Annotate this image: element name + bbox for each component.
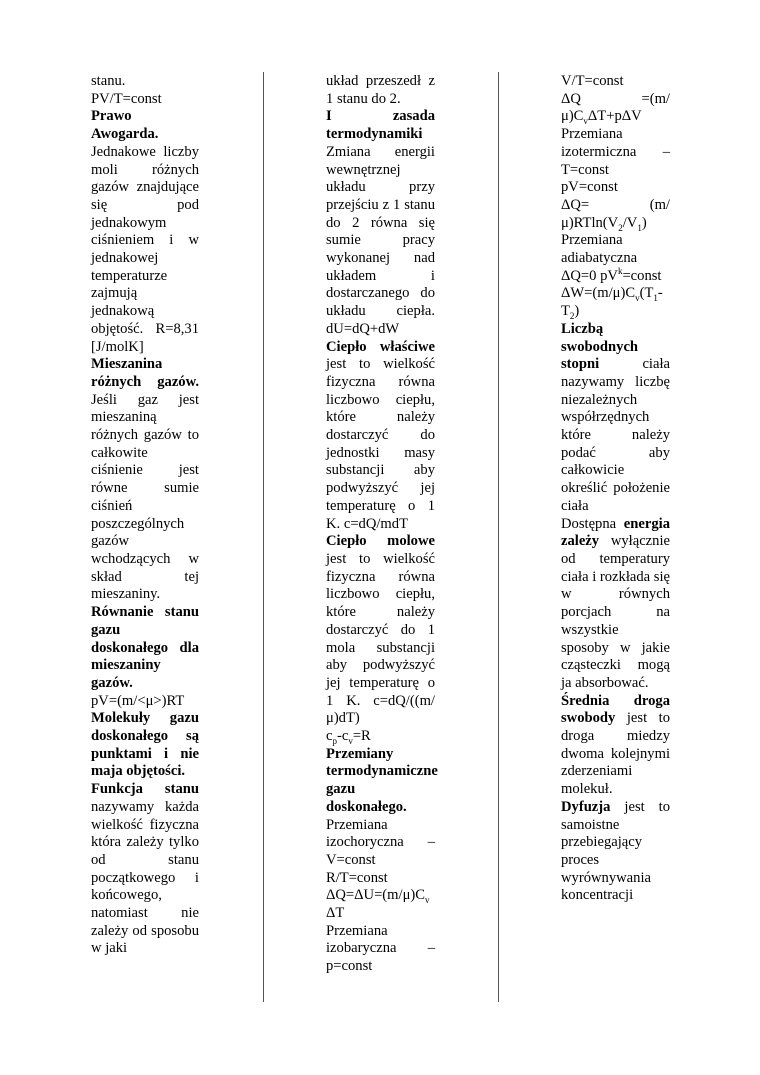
text-run: nazywamy każda wielkość fizyczna która zależy tylko od stanu początkowego i końcowego, natomiast nie zależy od sposobu w jaki xyxy=(91,798,199,957)
bold-term: Ciepło właściwe xyxy=(326,338,435,355)
bold-term: Molekuły gazu doskonałego są punktami i nie maja objętości. xyxy=(91,710,199,780)
subscript: 1 xyxy=(637,222,642,233)
text-run: Dostępna xyxy=(561,515,624,532)
paragraph xyxy=(91,781,199,958)
text-run: Przemiana izochoryczna – V=const xyxy=(326,816,435,868)
bold-term: Prawo Awogarda. xyxy=(91,108,159,143)
text-run: ΔQ=0 pV xyxy=(561,267,618,284)
paragraph xyxy=(561,516,670,693)
paragraph xyxy=(561,265,670,286)
bold-term: Ciepło molowe xyxy=(326,533,435,550)
column-divider xyxy=(263,72,264,1002)
bold-term: Średnia droga swobody xyxy=(561,692,670,727)
text-column-1 xyxy=(91,73,199,958)
superscript: k xyxy=(617,265,623,276)
text-run: ΔT+pΔV xyxy=(587,108,642,125)
paragraph xyxy=(561,91,670,126)
text-run: Przemiana izotermiczna – T=const xyxy=(561,126,670,178)
text-run: ) xyxy=(641,214,647,231)
paragraph xyxy=(326,144,435,339)
text-run: =const xyxy=(622,267,662,284)
bold-term: Dyfuzja xyxy=(561,798,611,815)
text-run: jest to wielkość fizyczna równa liczbowo ciepłu, które należy dostarczyć do jednostki masy substancji aby podwyższyć jej temperaturę o 1 K. c=dQ/mdT xyxy=(326,356,435,532)
paragraph xyxy=(326,923,435,976)
paragraph xyxy=(561,285,670,320)
text-run: (T xyxy=(639,285,654,302)
text-run: /V xyxy=(622,214,638,231)
paragraph xyxy=(561,321,670,516)
text-run: ΔQ=ΔU=(m/μ)C xyxy=(326,887,425,904)
text-run: ΔW=(m/μ)C xyxy=(561,285,636,302)
text-run: stanu. xyxy=(91,73,126,89)
paragraph xyxy=(91,356,199,604)
text-column-2 xyxy=(326,73,438,976)
text-run: układ przeszedł z 1 stanu do 2. xyxy=(326,73,435,107)
paragraph xyxy=(326,887,435,922)
text-run: Jeśli gaz jest mieszaniną różnych gazów to całkowite ciśnienie jest równe sumie ciśnień poszczególnych gazów wchodzących w skład tej mieszaniny. xyxy=(91,391,199,603)
text-run: V/T=const xyxy=(561,73,624,89)
text-run: c xyxy=(326,728,333,745)
bold-term: energia zależy xyxy=(561,515,670,550)
bold-term: I zasada termodynamiki xyxy=(326,108,435,143)
column-divider xyxy=(498,72,499,1002)
bold-term: Liczbą swobodnych stopni xyxy=(561,320,639,373)
paragraph xyxy=(91,710,199,781)
subscript: v xyxy=(425,895,430,906)
text-run: ciała nazywamy liczbę niezależnych współrzędnych które należy podać aby całkowicie określić położenie ciała xyxy=(561,356,670,514)
text-run: =R xyxy=(352,728,371,745)
text-run: pV=(m/<μ>)RT xyxy=(91,692,185,709)
paragraph xyxy=(561,232,670,267)
paragraph xyxy=(326,339,435,534)
paragraph xyxy=(561,73,670,91)
text-run: PV/T=const xyxy=(91,90,162,107)
text-run: Przemiana izobaryczna – p=const xyxy=(326,922,435,975)
paragraph xyxy=(91,73,199,91)
text-run: ΔT xyxy=(326,905,345,922)
subscript: 2 xyxy=(569,311,575,322)
text-run: -T xyxy=(561,285,663,320)
text-run: jest to wielkość fizyczna równa liczbowo ciepłu, które należy dostarczyć do 1 mola substancji aby podwyższyć jej temperaturę o 1 K. c=dQ/((m/μ)dT) xyxy=(326,550,435,727)
paragraph xyxy=(561,179,670,197)
paragraph xyxy=(326,870,435,888)
paragraph xyxy=(326,73,435,108)
paragraph xyxy=(326,745,438,817)
subscript: 1 xyxy=(653,293,658,304)
bold-term: Mieszanina różnych gazów. xyxy=(91,356,199,390)
paragraph xyxy=(326,817,435,870)
text-run: jest to samoistne przebiegający proces wyrównywania koncentracji xyxy=(561,798,670,904)
paragraph xyxy=(561,197,670,232)
text-run: ΔQ= (m/μ)RTln(V xyxy=(561,196,670,231)
paragraph xyxy=(561,693,670,799)
text-column-3 xyxy=(561,73,670,905)
text-run: jest to droga miedzy dwoma kolejnymi zderzeniami molekuł. xyxy=(561,710,670,798)
text-run: Przemiana adiabatyczna xyxy=(561,232,638,267)
paragraph xyxy=(91,108,199,356)
subscript: v xyxy=(583,116,588,127)
subscript: v xyxy=(348,735,353,746)
text-run: R/T=const xyxy=(326,869,388,886)
paragraph xyxy=(91,604,199,693)
subscript: v xyxy=(635,293,640,304)
text-run: Zmiana energii wewnętrznej układu przy przejściu z 1 stanu do 2 równa się sumie pracy wykonanej nad układem i dostarczanego do układu ciepła. dU=dQ+dW xyxy=(326,143,435,337)
subscript: p xyxy=(332,735,337,746)
paragraph xyxy=(326,108,435,143)
bold-term: Równanie stanu gazu doskonałego dla mieszaniny gazów. xyxy=(91,604,199,691)
paragraph xyxy=(561,799,670,905)
text-run: wyłącznie od temperatury ciała i rozkłada się w równych porcjach na wszystkie sposoby w jakie cząsteczki mogą ja absorbować. xyxy=(561,533,670,691)
paragraph xyxy=(91,91,199,109)
paragraph xyxy=(561,126,670,179)
text-run: ) xyxy=(574,303,580,320)
bold-term: Przemiany termodynamiczne gazu doskonałego. xyxy=(326,745,438,815)
text-run: ΔQ =(m/μ)C xyxy=(561,90,670,125)
text-run: -c xyxy=(336,728,349,745)
text-run: Jednakowe liczby moli różnych gazów znajdujące się pod jednakowym ciśnieniem i w jednakowej temperaturze zajmują jednakową objętość. R=8,31 [J/molK] xyxy=(91,143,199,355)
paragraph xyxy=(91,693,199,711)
paragraph xyxy=(326,728,435,746)
paragraph xyxy=(326,533,435,728)
text-run: pV=const xyxy=(561,179,618,196)
bold-term: Funkcja stanu xyxy=(91,781,199,798)
subscript: 2 xyxy=(618,222,623,233)
